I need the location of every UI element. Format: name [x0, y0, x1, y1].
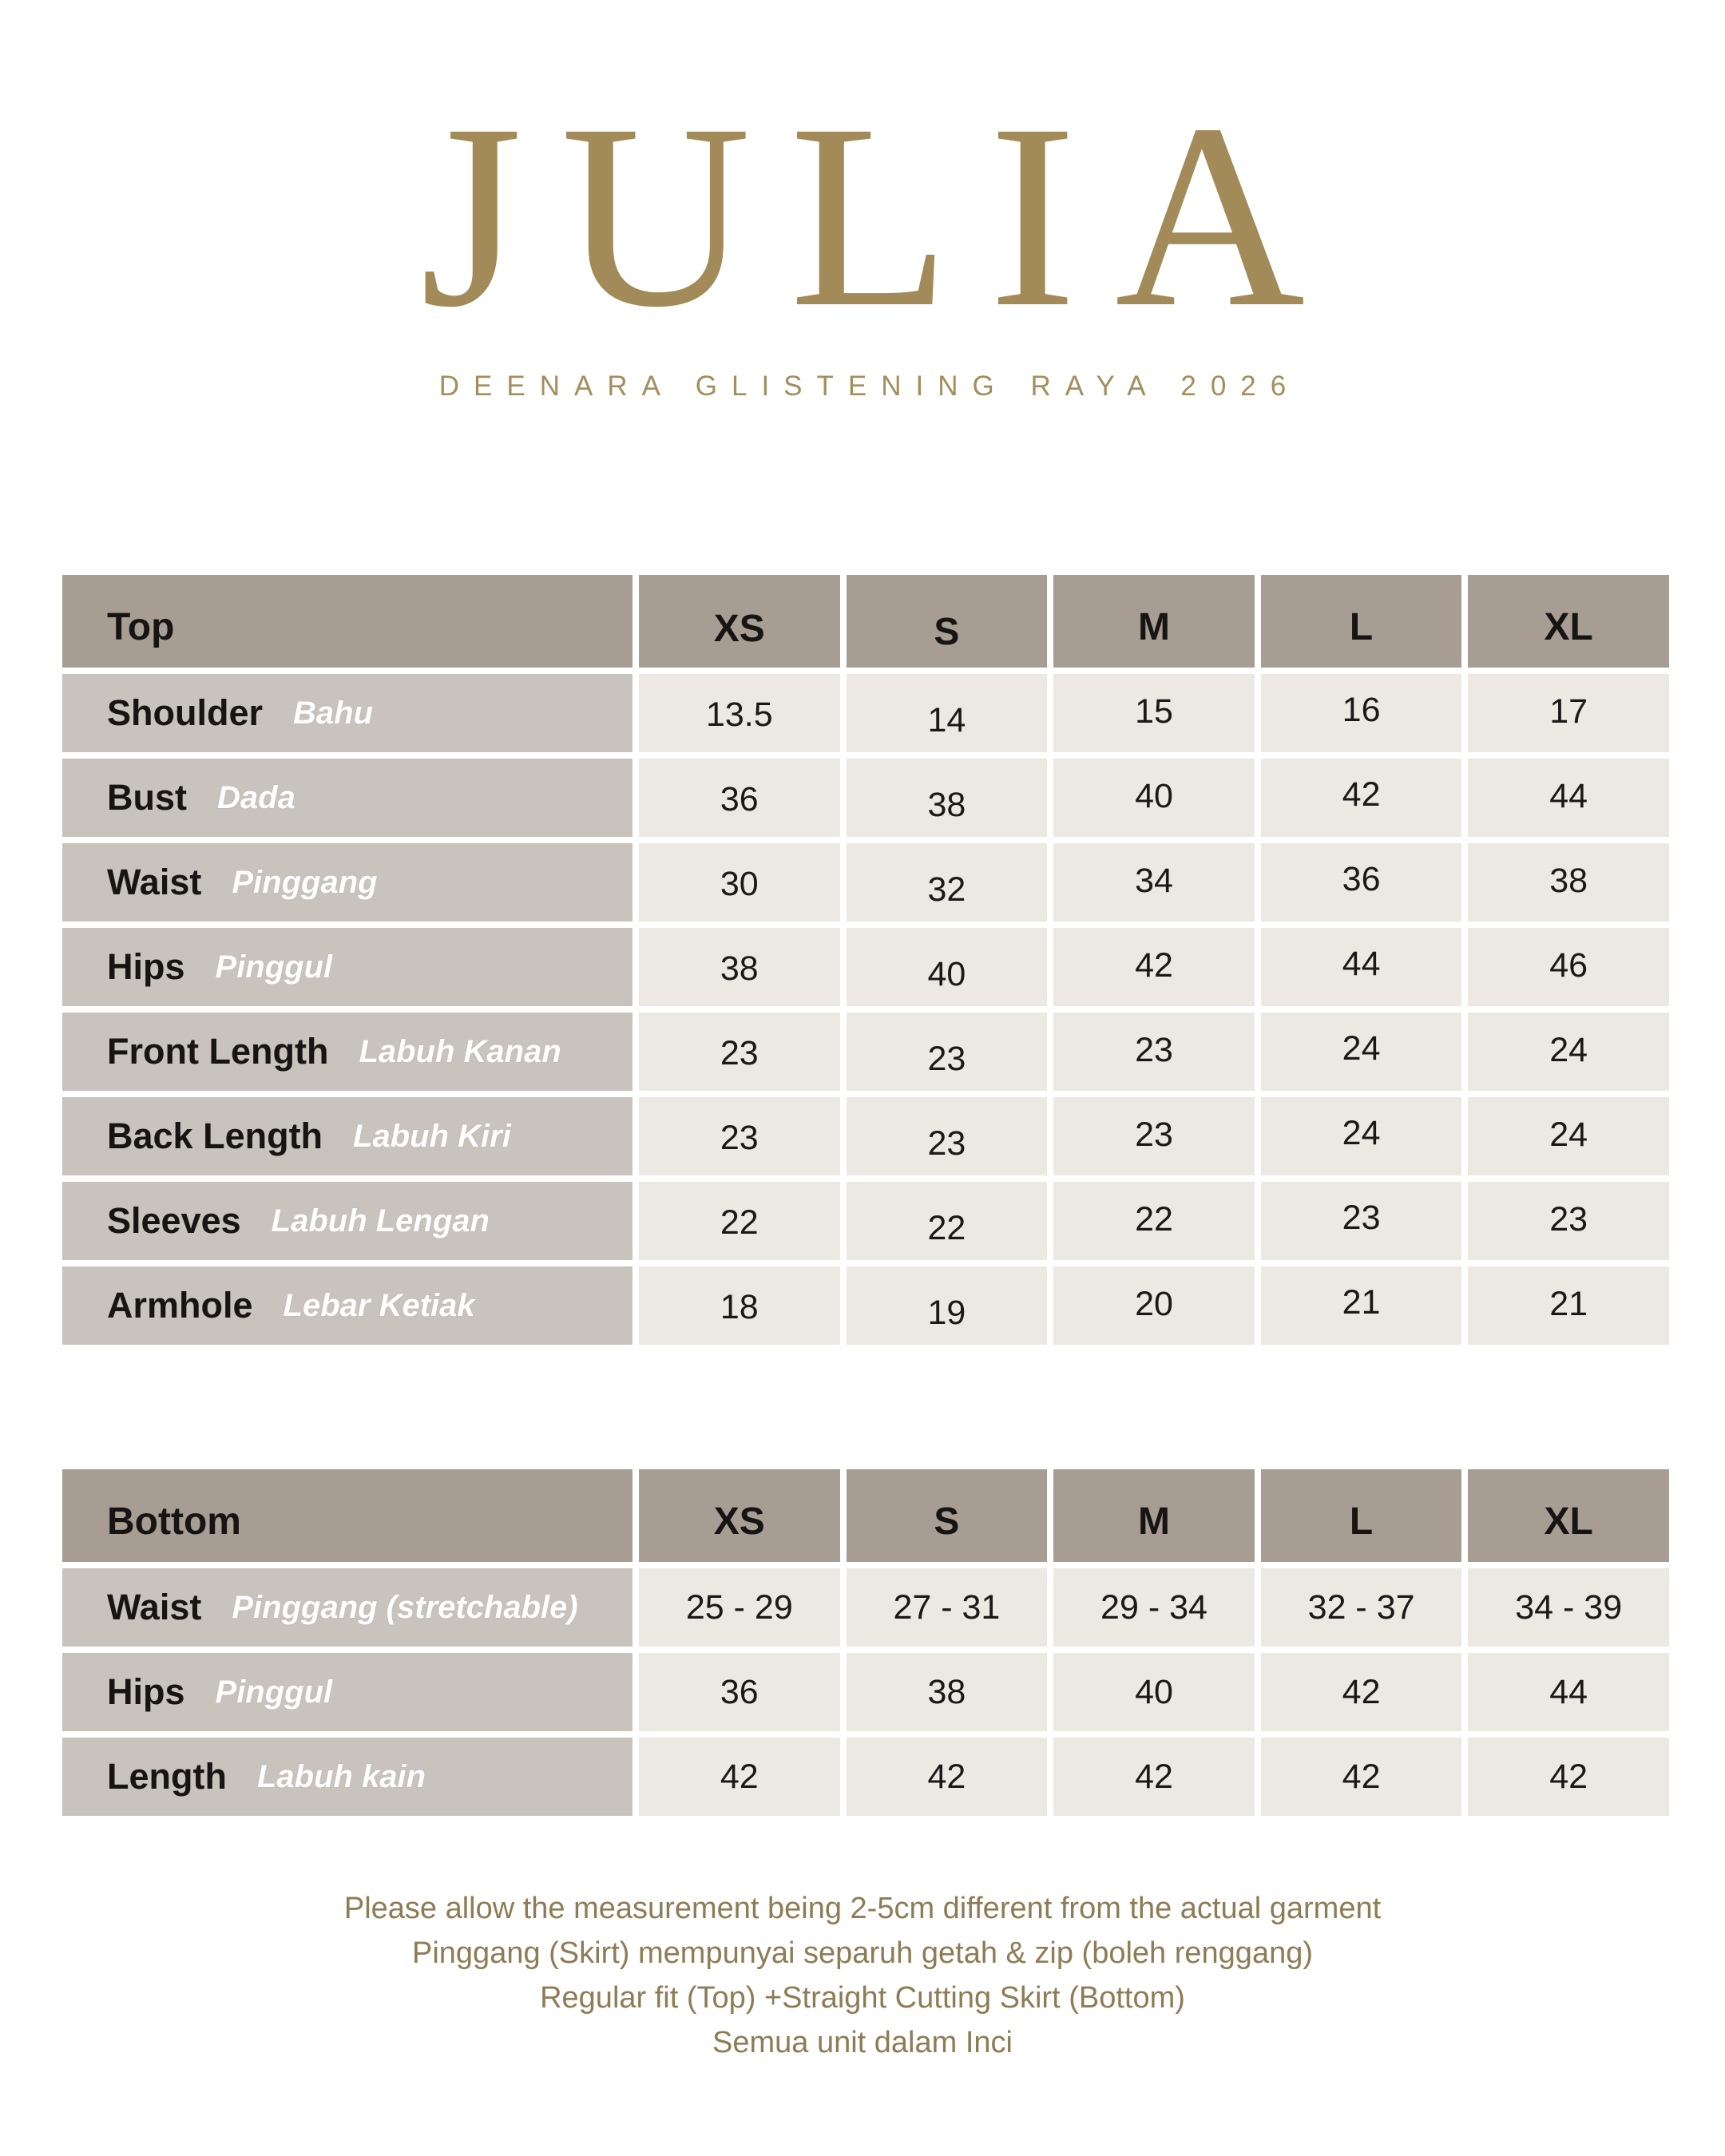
size-value-shoulder-l: 16: [1261, 674, 1462, 752]
measurement-label-hips: [62, 928, 632, 1006]
size-value-shoulder-s: 14: [847, 674, 1048, 752]
measurement-label-waist: [62, 1568, 632, 1647]
measurement-label-hips: [62, 1653, 632, 1731]
size-value-length-l: 42: [1261, 1738, 1462, 1816]
size-value-waist-l: 32 - 37: [1261, 1568, 1462, 1647]
size-value-waist-m: 29 - 34: [1053, 1568, 1255, 1647]
measurement-name-malay: Labuh kain: [256, 1758, 426, 1794]
top-size-table: [62, 575, 1669, 1345]
size-value-length-xs: 42: [639, 1738, 840, 1816]
size-value-front-length-xl: 24: [1468, 1013, 1669, 1091]
size-value-hips-xs: 36: [639, 1653, 840, 1731]
measurement-label-waist: [62, 843, 632, 921]
size-column-header-m: M: [1053, 575, 1255, 668]
size-value-waist-l: 36: [1261, 843, 1462, 921]
size-value-waist-m: 34: [1053, 843, 1255, 921]
page-subtitle: DEENARA GLISTENING RAYA 2026: [438, 371, 1301, 402]
size-value-length-xl: 42: [1468, 1738, 1669, 1816]
size-value-armhole-xl: 21: [1468, 1266, 1669, 1345]
size-value-hips-m: 40: [1053, 1653, 1255, 1731]
size-value-hips-xl: 44: [1468, 1653, 1669, 1731]
size-value-hips-xl: 46: [1468, 928, 1669, 1006]
size-value-waist-xl: 38: [1468, 843, 1669, 921]
size-value-front-length-s: 23: [847, 1013, 1048, 1091]
measurement-name-en: Shoulder: [107, 692, 264, 733]
size-value-waist-s: 32: [847, 843, 1048, 921]
size-value-waist-s: 27 - 31: [847, 1568, 1048, 1647]
measurement-name-malay: Pinggul: [215, 1674, 333, 1710]
size-value-bust-s: 38: [847, 759, 1048, 837]
size-value-sleeves-xs: 22: [639, 1182, 840, 1260]
measurement-name-en: Waist: [107, 862, 202, 902]
size-value-back-length-m: 23: [1053, 1097, 1255, 1175]
measurement-label-bust: [62, 759, 632, 837]
size-value-armhole-m: 20: [1053, 1266, 1255, 1345]
size-column-header-l: L: [1261, 575, 1462, 668]
size-value-back-length-s: 23: [847, 1097, 1048, 1175]
measurement-name-en: Front Length: [107, 1031, 329, 1072]
measurement-name-malay: Lebar Ketiak: [283, 1287, 475, 1323]
footer-notes: [0, 1886, 1725, 2065]
measurement-name-en: Back Length: [107, 1116, 323, 1156]
size-value-front-length-l: 24: [1261, 1013, 1462, 1091]
measurement-name-en: Hips: [107, 1671, 185, 1712]
measurement-label-front-length: [62, 1013, 632, 1091]
size-value-bust-m: 40: [1053, 759, 1255, 837]
size-value-front-length-xs: 23: [639, 1013, 840, 1091]
size-value-sleeves-l: 23: [1261, 1182, 1462, 1260]
measurement-name-en: Bust: [107, 777, 187, 818]
size-column-header-s: S: [847, 1469, 1048, 1562]
size-value-shoulder-xl: 17: [1468, 674, 1669, 752]
measurement-name-en: Armhole: [107, 1285, 253, 1326]
measurement-label-length: [62, 1738, 632, 1816]
size-value-sleeves-s: 22: [847, 1182, 1048, 1260]
size-column-header-l: L: [1261, 1469, 1462, 1562]
size-value-back-length-xs: 23: [639, 1097, 840, 1175]
size-value-hips-s: 40: [847, 928, 1048, 1006]
size-value-bust-xl: 44: [1468, 759, 1669, 837]
size-column-header-xs: XS: [639, 575, 840, 668]
size-value-hips-l: 44: [1261, 928, 1462, 1006]
size-value-length-m: 42: [1053, 1738, 1255, 1816]
measurement-name-malay: Labuh Kanan: [359, 1033, 561, 1069]
size-value-front-length-m: 23: [1053, 1013, 1255, 1091]
measurement-label-back-length: [62, 1097, 632, 1175]
size-value-bust-l: 42: [1261, 759, 1462, 837]
measurement-name-en: Length: [107, 1756, 227, 1797]
measurement-label-sleeves: [62, 1182, 632, 1260]
size-value-hips-m: 42: [1053, 928, 1255, 1006]
measurement-name-malay: Labuh Lengan: [271, 1203, 490, 1239]
measurement-label-armhole: [62, 1266, 632, 1345]
footer-note-line-3: Regular fit (Top) +Straight Cutting Skirt (Bottom): [540, 1981, 1185, 2015]
size-value-shoulder-xs: 13.5: [639, 674, 840, 752]
measurement-label-shoulder: [62, 674, 632, 752]
size-column-header-m: M: [1053, 1469, 1255, 1562]
measurement-name-malay: Bahu: [293, 695, 374, 731]
size-value-waist-xl: 34 - 39: [1468, 1568, 1669, 1647]
measurement-name-malay: Pinggang: [232, 864, 378, 900]
footer-note-line-4: Semua unit dalam Inci: [712, 2026, 1013, 2059]
size-value-sleeves-xl: 23: [1468, 1182, 1669, 1260]
measurement-name-malay: Pinggul: [215, 949, 333, 985]
size-column-header-xl: XL: [1468, 1469, 1669, 1562]
size-value-waist-xs: 25 - 29: [639, 1568, 840, 1647]
footer-note-line-2: Pinggang (Skirt) mempunyai separuh getah & zip (boleh renggang): [412, 1936, 1313, 1970]
measurement-name-malay: Dada: [217, 779, 295, 815]
top-table-header-label: Top: [62, 575, 632, 668]
measurement-name-en: Waist: [107, 1587, 202, 1627]
size-value-sleeves-m: 22: [1053, 1182, 1255, 1260]
measurement-name-en: Sleeves: [107, 1200, 241, 1241]
size-value-shoulder-m: 15: [1053, 674, 1255, 752]
size-value-hips-l: 42: [1261, 1653, 1462, 1731]
footer-note-line-1: Please allow the measurement being 2-5cm different from the actual garment: [343, 1892, 1382, 1925]
size-value-bust-xs: 36: [639, 759, 840, 837]
size-value-armhole-s: 19: [847, 1266, 1048, 1345]
size-value-armhole-xs: 18: [639, 1266, 840, 1345]
size-column-header-xs: XS: [639, 1469, 840, 1562]
size-column-header-xl: XL: [1468, 575, 1669, 668]
size-value-armhole-l: 21: [1261, 1266, 1462, 1345]
page-title: JULIA: [419, 70, 1344, 362]
measurement-name-en: Hips: [107, 946, 185, 987]
size-value-hips-xs: 38: [639, 928, 840, 1006]
size-value-hips-s: 38: [847, 1653, 1048, 1731]
size-value-back-length-l: 24: [1261, 1097, 1462, 1175]
size-value-back-length-xl: 24: [1468, 1097, 1669, 1175]
bottom-table-header-label: Bottom: [62, 1469, 632, 1562]
bottom-size-table: [62, 1469, 1669, 1816]
size-value-length-s: 42: [847, 1738, 1048, 1816]
measurement-name-malay: Labuh Kiri: [353, 1118, 511, 1154]
size-column-header-s: S: [847, 575, 1048, 668]
size-value-waist-xs: 30: [639, 843, 840, 921]
measurement-name-malay: Pinggang (stretchable): [232, 1589, 578, 1625]
